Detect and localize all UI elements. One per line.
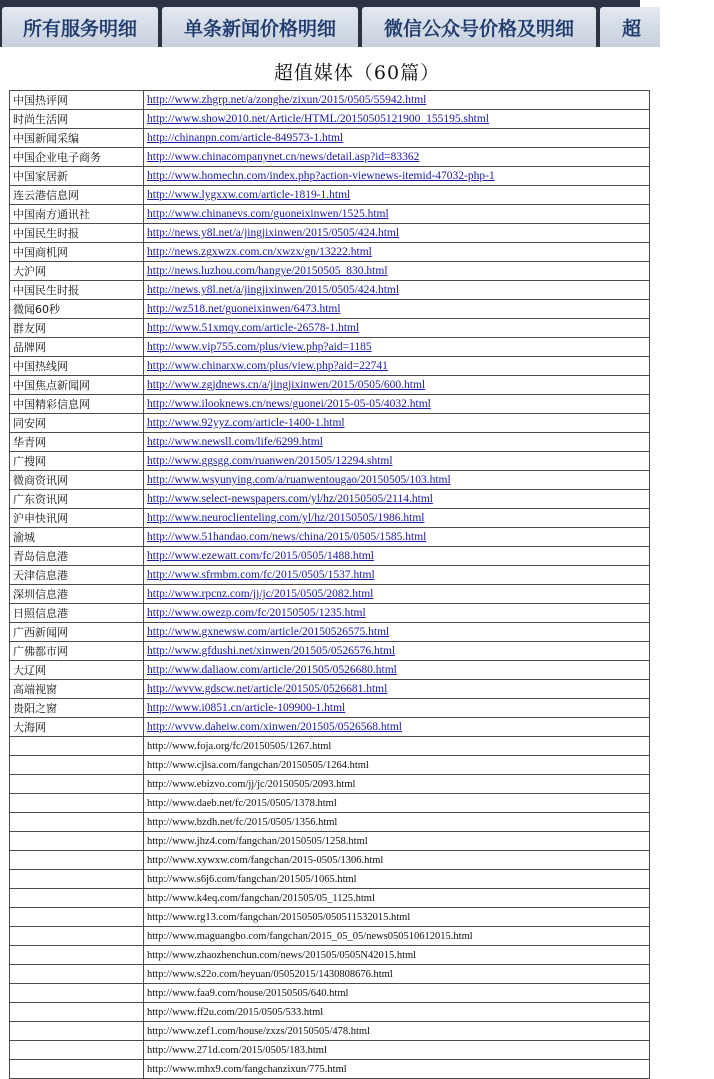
table-row (10, 376, 650, 395)
media-url-cell (144, 661, 650, 680)
media-name-cell: 微商资讯网 (10, 471, 144, 490)
table-row (10, 148, 650, 167)
media-url-link[interactable]: http://www.chinacompanynet.cn/news/detail.asp?id=83362 (147, 151, 420, 163)
media-name-cell (10, 775, 144, 794)
media-url-cell (144, 889, 650, 908)
media-url-cell (144, 756, 650, 775)
table-row (10, 699, 650, 718)
table-row (10, 414, 650, 433)
media-url-text: http://www.zef1.com/house/zxzs/20150505/478.html (147, 1026, 370, 1037)
media-url-cell (144, 319, 650, 338)
table-row (10, 91, 650, 110)
media-name-cell: 广搜网 (10, 452, 144, 471)
media-url-text: http://www.zhaozhenchun.com/news/201505/0505N42015.html (147, 950, 417, 961)
media-url-link[interactable]: http://www.homechn.com/index.php?action-viewnews-itemid-47032-php-1 (147, 170, 495, 182)
table-row (10, 490, 650, 509)
media-url-cell (144, 813, 650, 832)
media-name-cell: 同安网 (10, 414, 144, 433)
media-url-cell (144, 566, 650, 585)
media-url-text: http://www.k4eq.com/fangchan/201505/05_1125.html (147, 893, 375, 904)
media-name-cell: 华青网 (10, 433, 144, 452)
media-url-link[interactable]: http://wvvw.daheiw.com/xinwen/201505/0526568.html (147, 721, 402, 733)
media-url-link[interactable]: http://www.lygxxw.com/article-1819-1.html (147, 189, 351, 201)
table-row (10, 756, 650, 775)
media-url-link[interactable]: http://www.wsyunying.com/a/ruanwentougao/20150505/103.html (147, 474, 451, 486)
media-name-cell: 中国家居新 (10, 167, 144, 186)
table-row (10, 186, 650, 205)
table-row (10, 737, 650, 756)
media-url-cell (144, 946, 650, 965)
media-url-cell (144, 1003, 650, 1022)
table-row (10, 813, 650, 832)
media-name-cell: 连云港信息网 (10, 186, 144, 205)
media-url-link[interactable]: http://www.i0851.cn/article-109900-1.html (147, 702, 346, 714)
table-row (10, 395, 650, 414)
media-url-cell (144, 984, 650, 1003)
tab-wechat-price[interactable]: 微信公众号价格及明细 (362, 7, 596, 47)
media-url-cell (144, 680, 650, 699)
media-name-cell: 中国热线网 (10, 357, 144, 376)
table-row (10, 908, 650, 927)
media-url-cell (144, 224, 650, 243)
media-url-link[interactable]: http://www.owezp.com/fc/20150505/1235.html (147, 607, 366, 619)
media-name-cell (10, 1022, 144, 1041)
media-url-cell (144, 604, 650, 623)
media-url-cell (144, 129, 650, 148)
media-name-cell: 中国精彩信息网 (10, 395, 144, 414)
media-url-cell (144, 870, 650, 889)
media-name-cell (10, 737, 144, 756)
tab-bar (0, 0, 640, 47)
media-url-cell (144, 490, 650, 509)
media-url-cell (144, 186, 650, 205)
media-url-text: http://www.bzdh.net/fc/2015/0505/1356.html (147, 817, 338, 828)
tab-single-news-price[interactable]: 单条新闻价格明细 (162, 7, 358, 47)
media-name-cell: 渝城 (10, 528, 144, 547)
media-name-cell (10, 908, 144, 927)
table-row (10, 110, 650, 129)
media-name-cell (10, 794, 144, 813)
media-url-link[interactable]: http://www.chinanevs.com/guoneixinwen/1525.html (147, 208, 389, 220)
media-url-cell (144, 509, 650, 528)
media-name-cell (10, 832, 144, 851)
media-url-text: http://www.foja.org/fc/20150505/1267.html (147, 741, 332, 752)
media-url-cell (144, 433, 650, 452)
table-row (10, 604, 650, 623)
media-url-cell (144, 851, 650, 870)
media-url-cell (144, 395, 650, 414)
media-name-cell: 青岛信息港 (10, 547, 144, 566)
media-url-cell (144, 243, 650, 262)
table-row (10, 338, 650, 357)
media-url-link[interactable]: http://www.rpcnz.com/jj/jc/2015/0505/2082.html (147, 588, 374, 600)
media-name-cell: 大辽网 (10, 661, 144, 680)
page-title: 超值媒体（60篇） (273, 62, 441, 84)
media-url-text: http://www.faa9.com/house/20150505/640.html (147, 988, 349, 999)
media-name-cell: 中国南方通讯社 (10, 205, 144, 224)
media-url-cell (144, 927, 650, 946)
table-row (10, 224, 650, 243)
media-url-link[interactable]: http://wz518.net/guoneixinwen/6473.html (147, 303, 341, 315)
media-url-text: http://www.jhz4.com/fangchan/20150505/1258.html (147, 836, 368, 847)
media-name-cell (10, 870, 144, 889)
media-url-link[interactable]: http://www.ilooknews.cn/news/guonei/2015-05-05/4032.html (147, 398, 431, 410)
media-url-cell (144, 357, 650, 376)
media-url-cell (144, 1022, 650, 1041)
media-url-text: http://www.xywxw.com/fangchan/2015-0505/1306.html (147, 855, 384, 866)
table-row (10, 452, 650, 471)
media-name-cell: 微闻60秒 (10, 300, 144, 319)
media-url-cell (144, 547, 650, 566)
media-name-cell: 广西新闻网 (10, 623, 144, 642)
media-url-cell (144, 376, 650, 395)
table-row (10, 832, 650, 851)
media-url-link[interactable]: http://www.92yyz.com/article-1400-1.html (147, 417, 345, 429)
media-name-cell: 大海网 (10, 718, 144, 737)
table-row (10, 870, 650, 889)
media-url-link[interactable]: http://news.y8l.net/a/jingjixinwen/2015/0505/424.html (147, 284, 400, 296)
media-url-cell (144, 699, 650, 718)
media-url-cell (144, 148, 650, 167)
table-row (10, 243, 650, 262)
media-url-link[interactable]: http://www.newsll.com/life/6299.html (147, 436, 323, 448)
media-url-link[interactable]: http://www.gfdushi.net/xinwen/201505/0526576.html (147, 645, 396, 657)
tab-value-media[interactable]: 超 (600, 7, 660, 47)
table-row (10, 680, 650, 699)
media-name-cell: 中国民生时报 (10, 224, 144, 243)
media-url-link[interactable]: http://wvvw.gdscw.net/article/201505/0526681.html (147, 683, 388, 695)
table-row (10, 794, 650, 813)
table-row (10, 775, 650, 794)
media-url-cell (144, 110, 650, 129)
media-url-link[interactable]: http://www.51xmqy.com/article-26578-1.html (147, 322, 360, 334)
media-name-cell: 天津信息港 (10, 566, 144, 585)
media-url-link[interactable]: http://www.daliaow.com/article/201505/0526680.html (147, 664, 397, 676)
table-row (10, 1041, 650, 1060)
media-url-link[interactable]: http://www.select-newspapers.com/yl/hz/20150505/2114.html (147, 493, 433, 505)
media-name-cell (10, 1060, 144, 1079)
media-name-cell: 广东资讯网 (10, 490, 144, 509)
media-url-cell (144, 832, 650, 851)
media-name-cell: 高端视窗 (10, 680, 144, 699)
table-row (10, 889, 650, 908)
media-name-cell (10, 965, 144, 984)
media-url-link[interactable]: http://www.gxnewsw.com/article/20150526575.html (147, 626, 390, 638)
media-name-cell (10, 889, 144, 908)
media-url-cell (144, 414, 650, 433)
table-row (10, 1022, 650, 1041)
table-row (10, 129, 650, 148)
media-url-link[interactable]: http://www.show2010.net/Article/HTML/20150505121900_155195.shtml (147, 113, 490, 125)
media-url-cell (144, 300, 650, 319)
media-url-cell (144, 642, 650, 661)
media-name-cell: 中国企业电子商务 (10, 148, 144, 167)
media-url-text: http://www.daeb.net/fc/2015/0505/1378.html (147, 798, 337, 809)
table-row (10, 623, 650, 642)
table-row (10, 281, 650, 300)
media-name-cell: 中国热评网 (10, 91, 144, 110)
media-url-text: http://www.rg13.com/fangchan/20150505/050511532015.html (147, 912, 411, 923)
media-url-link[interactable]: http://www.vip755.com/plus/view.php?aid=1185 (147, 341, 372, 353)
media-url-cell (144, 585, 650, 604)
media-url-link[interactable]: http://news.luzhou.com/hangye/20150505_830.html (147, 265, 388, 277)
media-name-cell (10, 756, 144, 775)
media-name-cell (10, 813, 144, 832)
table-row (10, 946, 650, 965)
media-url-link[interactable]: http://www.zhgrp.net/a/zonghe/zixun/2015/0505/55942.html (147, 94, 427, 106)
table-row (10, 262, 650, 281)
media-url-text: http://www.cjlsa.com/fangchan/20150505/1264.html (147, 760, 369, 771)
media-name-cell: 中国新闻采编 (10, 129, 144, 148)
media-url-cell (144, 262, 650, 281)
media-name-cell (10, 927, 144, 946)
media-table (9, 90, 650, 1079)
media-name-cell: 中国民生时报 (10, 281, 144, 300)
media-name-cell: 沪申快讯网 (10, 509, 144, 528)
table-row (10, 851, 650, 870)
table-row (10, 300, 650, 319)
media-url-cell (144, 471, 650, 490)
media-url-text: http://www.s6j6.com/fangchan/201505/1065.html (147, 874, 357, 885)
media-url-link[interactable]: http://www.ezewatt.com/fc/2015/0505/1488.html (147, 550, 374, 562)
media-name-cell (10, 851, 144, 870)
media-name-cell: 深圳信息港 (10, 585, 144, 604)
media-url-cell (144, 775, 650, 794)
table-row (10, 965, 650, 984)
table-row (10, 319, 650, 338)
table-row (10, 984, 650, 1003)
media-url-cell (144, 794, 650, 813)
table-row (10, 547, 650, 566)
media-name-cell: 大沪网 (10, 262, 144, 281)
media-url-text: http://www.mhx9.com/fangchanzixun/775.html (147, 1064, 347, 1075)
media-url-link[interactable]: http://www.sfrmbm.com/fc/2015/0505/1537.html (147, 569, 375, 581)
table-row (10, 718, 650, 737)
media-name-cell (10, 984, 144, 1003)
media-name-cell: 中国焦点新闻网 (10, 376, 144, 395)
media-name-cell: 日照信息港 (10, 604, 144, 623)
table-row (10, 528, 650, 547)
table-row (10, 1060, 650, 1079)
media-url-text: http://www.ebizvo.com/jj/jc/20150505/2093.html (147, 779, 356, 790)
tab-all-services[interactable]: 所有服务明细 (2, 7, 158, 47)
media-name-cell (10, 946, 144, 965)
table-row (10, 205, 650, 224)
media-url-text: http://www.s22o.com/heyuan/05052015/1430808676.html (147, 969, 393, 980)
table-row (10, 509, 650, 528)
media-url-text: http://www.maguangbo.com/fangchan/2015_05_05/news050510612015.html (147, 931, 473, 942)
table-row (10, 585, 650, 604)
media-url-cell (144, 718, 650, 737)
media-url-cell (144, 965, 650, 984)
media-url-link[interactable]: http://www.51handao.com/news/china/2015/0505/1585.html (147, 531, 427, 543)
media-name-cell: 品牌网 (10, 338, 144, 357)
media-url-cell (144, 205, 650, 224)
media-url-cell (144, 91, 650, 110)
media-url-cell (144, 1060, 650, 1079)
media-url-cell (144, 1041, 650, 1060)
media-name-cell: 中国商机网 (10, 243, 144, 262)
media-name-cell: 广佛都市网 (10, 642, 144, 661)
media-url-cell (144, 908, 650, 927)
media-url-text: http://www.ff2u.com/2015/0505/533.html (147, 1007, 324, 1018)
table-row (10, 566, 650, 585)
media-url-cell (144, 737, 650, 756)
table-row (10, 1003, 650, 1022)
table-row (10, 471, 650, 490)
media-url-text: http://www.271d.com/2015/0505/183.html (147, 1045, 327, 1056)
media-url-link[interactable]: http://news.y8l.net/a/jingjixinwen/2015/0505/424.html (147, 227, 400, 239)
table-row (10, 433, 650, 452)
media-url-cell (144, 623, 650, 642)
media-url-link[interactable]: http://www.zgjdnews.cn/a/jingjixinwen/2015/0505/600.html (147, 379, 426, 391)
media-name-cell (10, 1003, 144, 1022)
media-url-link[interactable]: http://news.zgxwzx.com.cn/xwzx/gn/13222.html (147, 246, 372, 258)
media-url-cell (144, 281, 650, 300)
table-row (10, 927, 650, 946)
media-name-cell: 群友网 (10, 319, 144, 338)
media-url-link[interactable]: http://www.ggsgg.com/ruanwen/201505/12294.shtml (147, 455, 393, 467)
media-url-link[interactable]: http://www.chinarxw.com/plus/view.php?aid=22741 (147, 360, 388, 372)
table-row (10, 357, 650, 376)
media-url-link[interactable]: http://www.neuroclienteling.com/yl/hz/20150505/1986.html (147, 512, 425, 524)
media-url-cell (144, 167, 650, 186)
table-row (10, 167, 650, 186)
media-url-cell (144, 338, 650, 357)
media-url-link[interactable]: http://chinanpn.com/article-849573-1.html (147, 132, 344, 144)
media-url-cell (144, 452, 650, 471)
media-name-cell: 贵阳之窗 (10, 699, 144, 718)
media-name-cell (10, 1041, 144, 1060)
table-row (10, 661, 650, 680)
media-url-cell (144, 528, 650, 547)
media-name-cell: 时尚生活网 (10, 110, 144, 129)
table-row (10, 642, 650, 661)
